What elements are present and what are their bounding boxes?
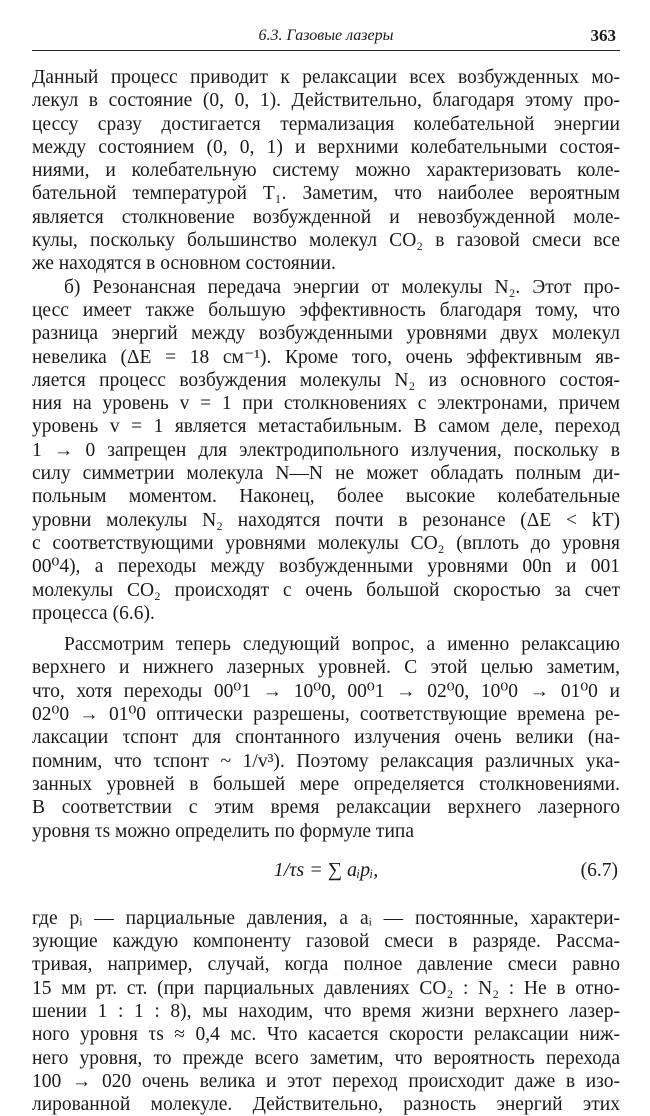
text-line: где pᵢ — парциальные давления, а aᵢ — постоянные, характери- <box>32 907 620 929</box>
text-line: 02⁰0 → 01⁰0 оптически разрешены, соответствующие времена ре- <box>32 704 620 726</box>
text-line: уровни молекулы N₂ находятся почти в резонансе (ΔE < kT) <box>32 509 620 531</box>
paragraph-gap <box>32 625 620 633</box>
text-line: помним, что τспонт ~ 1/v³). Поэтому релаксация различных ука- <box>32 750 620 772</box>
text-line: цессу сразу достигается термализация колебательной энергии <box>32 113 620 135</box>
paragraph-4 <box>32 907 620 1116</box>
equation-expression: 1/τs = ∑ aᵢpᵢ, <box>273 858 379 881</box>
text-line: что, хотя переходы 00⁰1 → 10⁰0, 00⁰1 → 02⁰0, 10⁰0 → 01⁰0 и <box>32 680 620 702</box>
text-line: лекул в состояние (0, 0, 1). Действительно, благодаря этому про- <box>32 90 620 112</box>
text-line: него уровня, то прежде всего заметим, что вероятность перехода <box>32 1047 620 1069</box>
text-line: Данный процесс приводит к релаксации всех возбужденных мо- <box>32 67 620 88</box>
text-line: силу симметрии молекула N—N не может обладать полным ди- <box>32 463 620 485</box>
text-line: невелика (ΔE = 18 см⁻¹). Кроме того, очень эффективным яв- <box>32 346 620 368</box>
text-line: является столкновение возбужденной и невозбужденной моле- <box>32 206 620 228</box>
paragraph-2 <box>32 276 620 625</box>
text-line: 1 → 0 запрещен для электродипольного излучения, поскольку в <box>32 439 620 461</box>
text-line: цесс имеет также большую эффективность благодаря тому, что <box>32 299 620 321</box>
page-body <box>32 66 620 1116</box>
page-number: 363 <box>590 26 616 45</box>
text-line: кулы, поскольку большинство молекул CO₂ в газовой смеси все <box>32 230 620 252</box>
section-title: 6.3. Газовые лазеры <box>258 27 394 44</box>
equation-6-7 <box>32 853 620 893</box>
text-line: с соответствующими уровнями молекулы CO₂ (вплоть до уровня <box>32 532 620 554</box>
paragraph-3 <box>32 633 620 843</box>
text-line: между состоянием (0, 0, 1) и верхними колебательными состоя- <box>32 136 620 158</box>
text-line: уровня τs можно определить по формуле типа <box>32 820 414 842</box>
text-line: молекулы CO₂ происходят с очень большой скоростью за счет <box>32 579 620 601</box>
text-line: В соответствии с этим время релаксации верхнего лазерного <box>32 797 620 819</box>
equation-number: (6.7) <box>580 859 618 881</box>
text-line: ного уровня τs ≈ 0,4 мс. Что касается скорости релаксации ниж- <box>32 1024 620 1046</box>
text-line: лаксации τспонт для спонтанного излучения очень велики (на- <box>32 727 620 749</box>
text-line: польным моментом. Наконец, более высокие колебательные <box>32 486 620 508</box>
text-line: 15 мм рт. ст. (при парциальных давлениях CO₂ : N₂ : He в отно- <box>32 977 620 999</box>
text-line: зующие каждую компоненту газовой смеси в разряде. Рассма- <box>32 931 620 953</box>
text-line: занных уровней в большей мере определяется столкновениями. <box>32 773 620 795</box>
text-line: же находятся в основном состоянии. <box>32 253 336 275</box>
paragraph-1 <box>32 66 620 276</box>
text-line: верхнего и нижнего лазерных уровней. С этой целью заметим, <box>32 657 620 679</box>
text-line: уровень v = 1 является метастабильным. В самом деле, переход <box>32 416 620 438</box>
text-line: ляется процесс возбуждения молекулы N₂ из основного состоя- <box>32 369 620 391</box>
text-line: тривая, например, случай, когда полное давление смеси равно <box>32 954 620 976</box>
text-line: лированной молекуле. Действительно, разность энергий этих <box>32 1094 620 1116</box>
text-line: ния на уровень v = 1 при столкновениях с электронами, причем <box>32 393 620 415</box>
text-line: бательной температурой T₁. Заметим, что наиболее вероятным <box>32 183 620 205</box>
text-line: разница энергий между возбужденными уровнями двух молекул <box>32 323 620 345</box>
text-line: 00⁰4), а переходы между возбужденными уровнями 00n и 001 <box>32 556 620 578</box>
text-line: Рассмотрим теперь следующий вопрос, а именно релаксацию <box>64 634 620 656</box>
text-line: процесса (6.6). <box>32 602 155 624</box>
text-line: 100 → 020 очень велика и этот переход происходит даже в изо- <box>32 1070 620 1092</box>
running-header <box>32 22 620 51</box>
text-line: шении 1 : 1 : 8), мы находим, что время жизни верхнего лазер- <box>32 1000 620 1022</box>
text-line: б) Резонансная передача энергии от молекулы N₂. Этот про- <box>64 276 620 298</box>
text-line: ниями, и колебательную систему можно характеризовать коле- <box>32 160 620 182</box>
